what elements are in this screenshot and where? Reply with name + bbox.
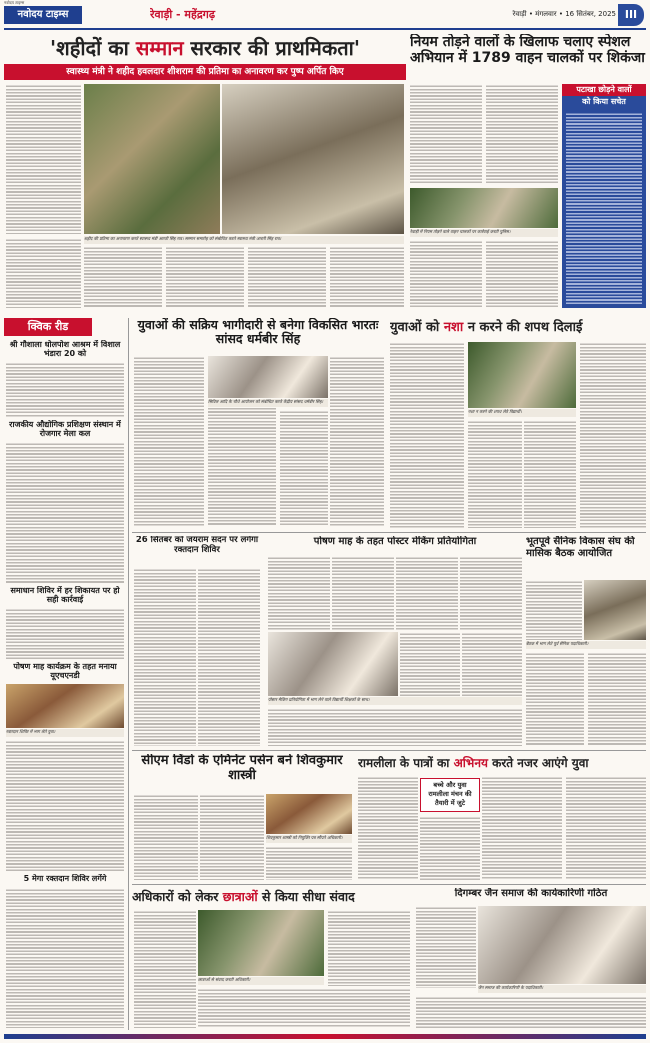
rights-caption: छात्राओं से संवाद करती अधिकारी। (198, 977, 324, 985)
lead-body-col1 (6, 84, 81, 234)
lead-caption: शहीद की प्रतिमा का अनावरण करते स्वास्थ्य मंत्री आरती सिंह राव। सम्मान समारोह को संबोधित करते स्वास्थ्य मंत्री आरती सिंह राव। (84, 236, 404, 244)
ramlila-body-a (358, 776, 418, 880)
vehicle-headline: नियम तोड़ने वालों के खिलाफ चलाए स्पेशल अभियान में 1789 वाहन चालकों पर शिकंजा (410, 34, 645, 67)
youth-headline-2 (390, 318, 646, 338)
youth-body-1c (280, 410, 328, 526)
vehicle-body-4 (486, 240, 558, 308)
quickread-photo (6, 684, 124, 728)
rights-headline-part2: से किया सीधा संवाद (262, 889, 355, 904)
poster-body-d (460, 556, 522, 630)
youth-headline-1: युवाओं की सक्रिय भागीदारी से बनेगा विकसित भारतः सांसद धर्मबीर सिंह (137, 318, 379, 347)
rights-photo (198, 910, 324, 976)
lead-photo-1 (84, 84, 220, 234)
poster-body-e (400, 632, 460, 696)
lead-headline-red: सम्मान (135, 36, 184, 60)
bottom-rule-2 (132, 884, 646, 885)
rights-body-b (198, 988, 410, 1028)
rights-headline-red: छात्राओं (222, 889, 258, 904)
poster-body-g (268, 708, 522, 746)
vehicle-sidebar-title2: को किया सचेत (582, 97, 626, 106)
masthead-section: रेवाड़ी - महेंद्रगढ़ (150, 8, 216, 21)
youth-body-2b (468, 420, 522, 528)
youth-body-1a (134, 356, 204, 526)
masthead-rule (4, 28, 646, 30)
lead-headline-part2: सरकार की प्राथमिकता' (190, 36, 360, 60)
youth-photo-2 (468, 342, 576, 408)
sainik-headline: भूतपूर्व सैनिक विकास संघ की मासिक बैठक आयोजित (526, 536, 635, 559)
youth-body-2d (580, 342, 646, 528)
quickread-banner: क्विक रीड (4, 318, 92, 336)
youth-caption-1: सिविल आदि के चौथे आयोजन को संबोधित करते केंद्रीय सांसद धर्मबीर सिंह। (208, 399, 328, 407)
quickread-body-5 (6, 888, 124, 1028)
ceo-caption: शिवकुमार शास्त्री को नियुक्ति पत्र सौंपते अधिकारी। (266, 835, 352, 843)
lead-headline (4, 33, 406, 63)
quickread-item-1: श्री गौशाला धोलपोश आश्रम में विशाल भंडारा 20 को (9, 340, 121, 359)
lead-headline-part1: 'शहीदों का (50, 36, 129, 60)
jain-body-b (416, 996, 646, 1028)
quickread-item-3: समाधान शिविर में हर शिकायत पर हो सही कार्रवाई (10, 586, 120, 605)
youth-photo-1 (208, 356, 328, 398)
poster-body-a (268, 556, 330, 630)
vehicle-photo (410, 188, 558, 228)
ramlila-headline-red: अभिनय (453, 756, 488, 770)
blood-body-a (134, 568, 196, 746)
youth-headline-2-part1: युवाओं को (390, 320, 440, 335)
jain-body-a (416, 906, 476, 988)
footer-strip (4, 1034, 646, 1039)
blood-body-b (198, 568, 260, 746)
ceo-headline: सीएम विंडो के एमिनेंट पर्सन बने शिवकुमार शास्त्री (141, 754, 343, 783)
vehicle-body-1 (410, 84, 482, 184)
ceo-body-b (200, 794, 264, 880)
rights-body-c (328, 910, 410, 986)
quickread-body-1 (6, 362, 124, 418)
quickread-photo-caption: रक्तदान शिविर में भाग लेते युवा। (6, 729, 124, 737)
lead-body-col1b (6, 238, 81, 308)
poster-caption: पोस्टर मेकिंग प्रतियोगिता में भाग लेने वाले विद्यार्थी शिक्षकों के साथ। (268, 697, 522, 705)
masthead-left-sub: नवोदय टाइम्स (4, 0, 25, 5)
masthead-left-logo: नवोदय टाइम्स (4, 6, 82, 24)
jain-caption: जैन समाज की कार्यकारिणी के पदाधिकारी। (478, 985, 646, 993)
ramlila-headline-part1: रामलीला के पात्रों का (358, 756, 450, 770)
quickread-item-5: 5 मेगा रक्तदान शिविर लगेंगे (23, 874, 107, 883)
youth-body-2a (390, 342, 464, 528)
vehicle-sidebar-body (566, 112, 642, 304)
poster-body-c (396, 556, 458, 630)
ramlila-body-d (566, 776, 646, 880)
vehicle-sidebar (562, 84, 646, 308)
lead-body-col2 (84, 246, 162, 308)
sainik-body-a (526, 580, 582, 640)
youth-body-2c (524, 420, 576, 528)
poster-body-f (462, 632, 522, 696)
quickread-divider (128, 318, 129, 1030)
jain-headline: दिगम्बर जैन समाज की कार्यकारिणी गठित (454, 888, 608, 899)
ramlila-headline (358, 754, 646, 772)
poster-body-b (332, 556, 394, 630)
youth-body-1d (330, 356, 384, 526)
mid-rule (132, 532, 646, 533)
quickread-item-4: पोषण माह कार्यक्रम के तहत मनाया यूएचएनडी (13, 662, 117, 681)
lead-photo-2 (222, 84, 404, 234)
sainik-photo (584, 580, 646, 640)
youth-caption-2: नशा न करने की शपथ लेते विद्यार्थी। (468, 409, 576, 417)
ramlila-headline-part2: करते नजर आएंगे युवा (492, 756, 589, 770)
ceo-body-c (266, 846, 352, 880)
blood-headline: 26 सितंबर को जयराम सदन पर लगेगा रक्तदान शिविर (135, 536, 259, 555)
poster-headline: पोषण माह के तहत पोस्टर मेकिंग प्रतियोगिता (313, 536, 477, 547)
page-number: III (618, 4, 644, 26)
jain-photo (478, 906, 646, 984)
rights-headline (132, 888, 412, 906)
vehicle-caption: रेवाड़ी में नियम तोड़ने वाले वाहन चालकों पर कार्रवाई करती पुलिस। (410, 229, 558, 237)
sainik-caption: बैठक में भाग लेते पूर्व सैनिक पदाधिकारी। (526, 641, 646, 649)
ceo-photo (266, 794, 352, 834)
vehicle-body-2 (486, 84, 558, 184)
bottom-rule (132, 750, 646, 751)
masthead-date: रेवाड़ी • मंगलवार • 16 सितंबर, 2025 (512, 10, 616, 18)
poster-photo (268, 632, 398, 696)
lead-body-col4 (248, 246, 326, 308)
quickread-item-2: राजकीय औद्योगिक प्रशिक्षण संस्थान में रोजगार मेला कल (9, 420, 121, 439)
quickread-body-4 (6, 740, 124, 872)
youth-headline-2-part2: न करने की शपथ दिलाई (467, 320, 583, 335)
quickread-body-2 (6, 442, 124, 584)
rights-body-a (134, 910, 196, 1028)
ceo-body-a (134, 794, 198, 880)
rights-headline-part1: अधिकारों को लेकर (132, 889, 219, 904)
youth-headline-2-red: नशा (443, 320, 464, 335)
ramlila-body-b (420, 816, 480, 880)
lead-body-col5 (330, 246, 404, 308)
quickread-body-3 (6, 608, 124, 660)
youth-body-1b (208, 400, 276, 526)
lead-subhead: स्वास्थ्य मंत्री ने शहीद हवलदार शीशराम की प्रतिमा का अनावरण कर पुष्प अर्पित किए (4, 64, 406, 80)
lead-body-col3 (166, 246, 244, 308)
vehicle-body-3 (410, 240, 482, 308)
sainik-body-b (526, 652, 584, 746)
sainik-body-c (588, 652, 646, 746)
masthead (0, 0, 650, 30)
ramlila-body-c (482, 776, 562, 880)
ramlila-box: बच्चे और युवा रामलीला मंचन की तैयारी में जुटे (420, 778, 480, 812)
vehicle-sidebar-title1: पटाखा छोड़ने वालों (562, 84, 646, 96)
